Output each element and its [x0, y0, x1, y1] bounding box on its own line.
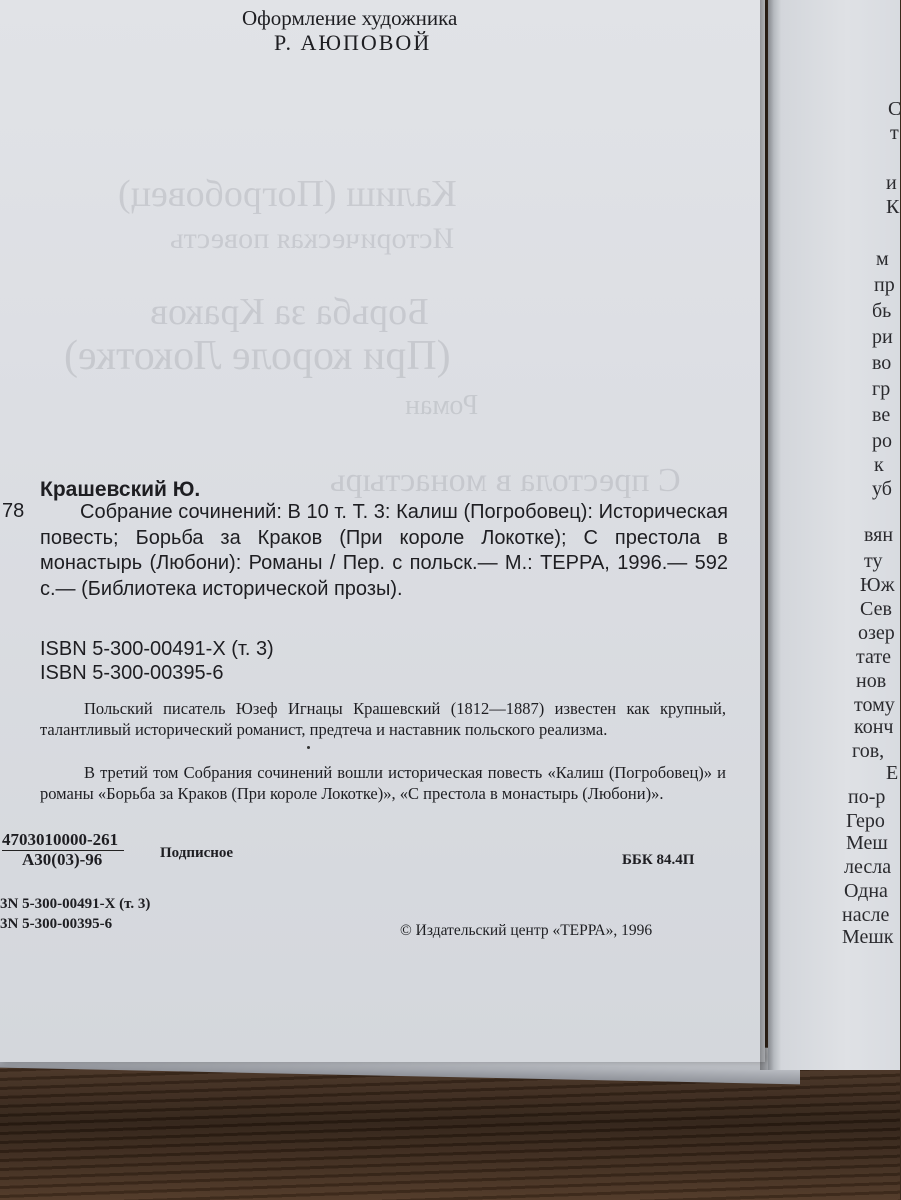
annotation-paragraph: Польский писатель Юзеф Игнацы Крашевский (1812—1887) известен как крупный, талантливый исторический романист, предтеча и наставник польского реализма. [40, 699, 726, 739]
right-page-fragment: Одна [844, 880, 888, 902]
catalog-author: Крашевский Ю. [40, 478, 201, 501]
right-page-fragment: С [888, 98, 901, 120]
showthrough-text: Роман [405, 390, 479, 421]
isbn-footer-volume: 3N 5-300-00491-X (т. 3) [0, 896, 151, 912]
right-page-fragment: во [872, 352, 892, 374]
right-page-fragment: бь [872, 300, 892, 322]
right-page-fragment: Мешк [842, 926, 894, 948]
right-page-fragment: тате [856, 646, 891, 668]
design-credit-name: Р. АЮПОВОЙ [274, 30, 432, 55]
right-page-fragment: нов [856, 670, 887, 692]
right-page-fragment: ро [872, 430, 892, 452]
isbn-volume: ISBN 5-300-00491-X (т. 3) [40, 638, 274, 660]
right-page-fragment: по-р [848, 786, 886, 808]
isbn-footer-set: 3N 5-300-00395-6 [0, 916, 113, 932]
showthrough-text: С престола в монастырь [330, 462, 681, 499]
catalog-index: 78 [2, 500, 25, 522]
right-page-fragment: м [876, 248, 889, 270]
right-page-fragment: и [886, 172, 897, 194]
publisher-code: 4703010000-261 [2, 830, 124, 851]
right-page-fragment: тому [854, 694, 895, 716]
copyright-line: © Издательский центр «ТЕРРА», 1996 [400, 922, 653, 939]
right-page-fragment: пр [874, 274, 895, 296]
print-speck [307, 746, 310, 749]
right-page-fragment: т [890, 122, 899, 144]
showthrough-text: Историческая повесть [170, 222, 455, 255]
right-page-fragment: насле [842, 904, 890, 926]
showthrough-text: Борьба за Краков [150, 291, 429, 333]
right-page-fragment: Меш [846, 832, 888, 854]
book-page-right [768, 0, 900, 1070]
publisher-order-code: А30(03)-96 [22, 850, 103, 869]
right-page-fragment: гр [872, 378, 891, 400]
book-gutter-shadow [760, 0, 774, 1070]
right-page-fragment: гов, [852, 740, 885, 762]
right-page-fragment: ве [872, 404, 891, 426]
catalog-description: Собрание сочинений: В 10 т. Т. 3: Калиш (Погробовец): Историческая повесть; Борьба за Краков (При короле Локотке); С престола в монастырь (Любони): Романы / Пер. с польск.— М.: ТЕРРА, 1996.— 592 с.— (Библиотека исторической прозы). [40, 501, 728, 600]
bbk-code: ББК 84.4П [622, 852, 695, 868]
right-page-fragment: вян [864, 524, 894, 546]
design-credit-label: Оформление художника [242, 6, 458, 30]
subscription-label: Подписное [160, 845, 234, 861]
right-page-fragment: к [874, 454, 884, 476]
right-page-fragment: конч [854, 716, 894, 738]
right-page-fragment: озер [858, 622, 895, 644]
right-page-fragment: Юж [860, 574, 895, 596]
right-page-fragment: Сев [860, 598, 892, 620]
right-page-fragment: Е [886, 762, 899, 784]
right-page-fragment: ри [872, 326, 893, 348]
right-page-fragment: Геро [846, 810, 885, 832]
right-page-fragment: К [886, 196, 900, 218]
annotation-paragraph: В третий том Собрания сочинений вошли историческая повесть «Калиш (Погробовец)» и романы «Борьба за Краков (При короле Локотке)», «С престола в монастырь (Любони)». [40, 763, 726, 803]
isbn-set: ISBN 5-300-00395-6 [40, 662, 224, 684]
right-page-fragment: уб [872, 478, 892, 500]
right-page-fragment: ту [864, 550, 883, 572]
showthrough-text: Калиш (Погробовец) [118, 173, 457, 215]
right-page-fragment: лесла [844, 856, 892, 878]
showthrough-text: (При короле Локотке) [64, 333, 451, 379]
